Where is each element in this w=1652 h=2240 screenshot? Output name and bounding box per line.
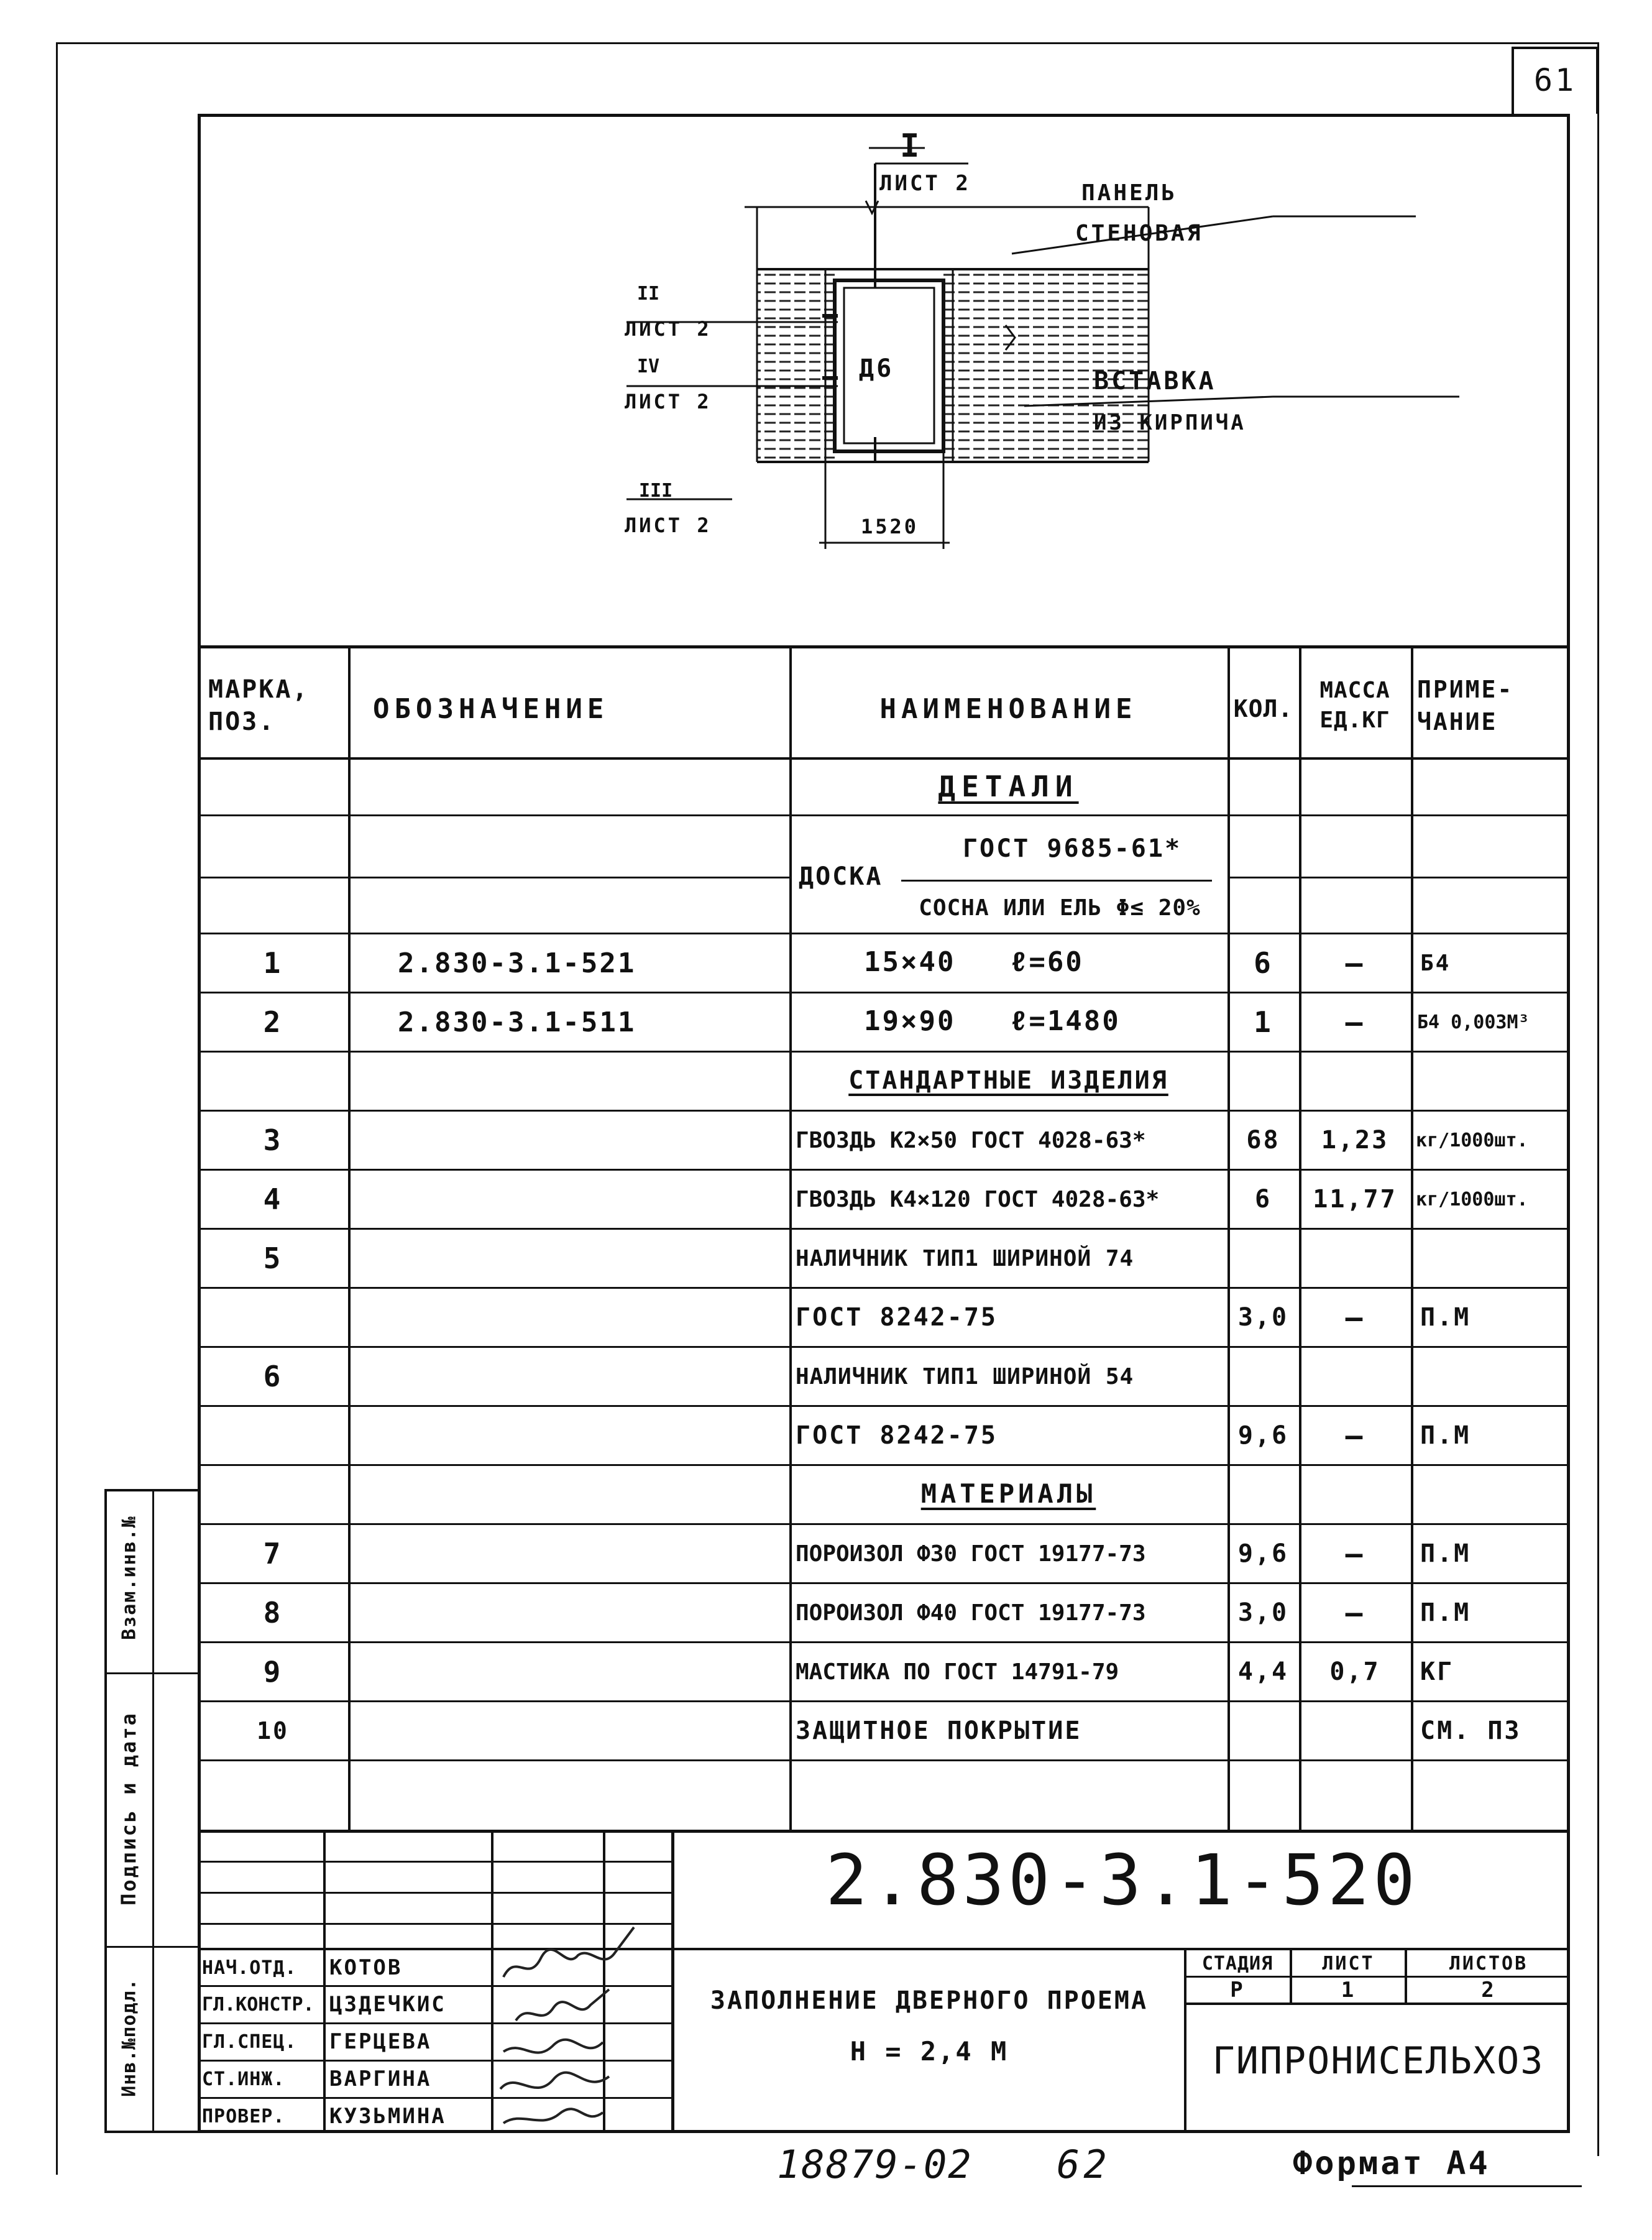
dim-width: 1520 [861,515,919,538]
side-stamp-inner [104,1489,107,2133]
header-note [1417,659,1566,752]
row-line [198,1641,1570,1643]
outer-trim-left [56,42,58,2175]
row-designation: 2.830-3.1-521 [398,947,636,979]
header-designation [373,684,771,734]
row-line [198,933,1570,934]
organization: ГИПРОНИСЕЛЬХОЗ [1212,2039,1544,2083]
row-name: ЗАЩИТНОЕ ПОКРЫТИЕ [796,1717,1082,1745]
section-standard: СТАНДАРТНЫЕ ИЗДЕЛИЯ [848,1066,1168,1095]
wall-panel-left [757,269,835,462]
panel-label-2: СТЕНОВАЯ [1075,221,1203,246]
row-line [198,1464,1570,1466]
door-mark: Д6 [859,354,894,383]
row-qty: 4,4 [1237,1657,1289,1686]
row-pos: 3 [263,1123,283,1157]
row-note: кг/1000шт. [1416,1188,1528,1210]
row-pos: 7 [263,1537,283,1570]
col-line-5 [1411,647,1413,1831]
board-gost: ГОСТ 9685-61* [962,834,1182,863]
row-mass: — [1345,1419,1365,1452]
archive-number: 18879-02 [777,2142,973,2187]
row-note [1420,1231,1566,1286]
side-signature-date: Подпись и дата [117,1712,140,1906]
staff-role: НАЧ.ОТД. [202,1957,297,1979]
signature-4 [500,2073,609,2089]
row-mass: 1,23 [1321,1126,1389,1155]
row-note: П.М [1420,1598,1471,1627]
tb-row-line [198,1861,673,1863]
title-line-2: Н = 2,4 М [850,2036,1009,2067]
row-note: Б4 [1420,950,1451,976]
row-pos: 6 [263,1360,283,1393]
header-name [789,684,1228,734]
row-mass [1299,1349,1411,1404]
outer-trim-right [1597,42,1599,2156]
header-mark [208,668,345,743]
row-line [198,1287,1570,1289]
row-name: ГОСТ 8242-75 [796,1303,998,1332]
stage-label: СТАДИЯ [1201,1952,1273,1975]
sheet-label: ЛИСТ [1322,1952,1375,1975]
row-name: ГОСТ 8242-75 [796,1421,998,1450]
row-pos: 8 [263,1596,283,1629]
row-note: П.М [1420,1303,1471,1332]
board-name: ДОСКА [799,862,883,891]
row-mass: — [1345,1301,1365,1334]
row-qty: 3,0 [1237,1598,1289,1627]
header-designation-text: ОБОЗНАЧЕНИЕ [373,693,609,725]
section-materials: МАТЕРИАЛЫ [920,1478,1096,1509]
staff-name: ГЕРЦЕВА [329,2029,432,2054]
board-wood: СОСНА ИЛИ ЕЛЬ Φ≤ 20% [919,895,1201,921]
staff-role: ГЛ.СПЕЦ. [202,2030,297,2053]
col-line-1 [348,647,351,1831]
row-line [198,1110,1570,1112]
row-name: 15×40 ℓ=60 [864,946,1084,978]
row-qty: 1 [1254,1005,1273,1039]
row-pos: 1 [263,946,283,980]
side-vzam-inv: Взам.инв.№ [118,1515,140,1640]
row-pos [198,1408,348,1463]
row-line [198,1169,1570,1171]
mark-iv-sheet: ЛИСТ 2 [625,390,712,413]
row-line [198,1523,1570,1525]
staff-role: СТ.ИНЖ. [202,2068,285,2090]
row-mass: — [1345,1596,1365,1629]
row-mass [1299,1703,1411,1758]
row-qty: 3,0 [1237,1303,1289,1332]
staff-name: ВАРГИНА [329,2067,432,2091]
row-note: КГ [1420,1657,1454,1686]
row-line [198,1228,1570,1230]
sheet-value: 1 [1341,1978,1356,2003]
row-name: НАЛИЧНИК ТИП1 ШИРИНОЙ 54 [796,1363,1134,1390]
row-name: НАЛИЧНИК ТИП1 ШИРИНОЙ 74 [796,1245,1134,1271]
section-sheet-top: ЛИСТ 2 [879,171,971,196]
row-line [198,1405,1570,1407]
title-line-1: ЗАПОЛНЕНИЕ ДВЕРНОГО ПРОЕМА [710,1986,1149,2015]
row-note: П.М [1420,1539,1471,1568]
row-name: ГВОЗДЬ К4×120 ГОСТ 4028-63* [796,1186,1160,1212]
stage-value: Р [1230,1978,1245,2003]
sheets-value: 2 [1481,1978,1496,2003]
row-qty: 68 [1246,1126,1280,1155]
row-name: МАСТИКА ПО ГОСТ 14791-79 [796,1659,1119,1685]
row-line [198,1346,1570,1348]
row-line [198,992,1570,993]
panel-label-1: ПАНЕЛЬ [1081,180,1178,206]
row-qty: 6 [1254,1185,1272,1214]
mark-iv: IV [637,356,660,377]
row-pos: 5 [263,1242,283,1275]
header-mark-text: МАРКА, ПОЗ. [208,675,310,736]
signatures [491,1915,653,2132]
mark-ii: II [637,283,660,305]
section-details: ДЕТАЛИ [938,770,1079,803]
signature-5 [503,2109,603,2123]
header-mass-text: МАССА ЕД.КГ [1319,678,1390,733]
sheet-number: 61 [1533,62,1577,98]
row-mass: — [1345,1005,1365,1039]
row-mass: — [1345,1537,1365,1570]
side-inv-podl: Инв.№подл. [118,1978,140,2097]
staff-name: ЦЗДЕЧКИС [329,1992,446,2017]
row-name: ПОРОИЗОЛ Ф30 ГОСТ 19177-73 [796,1541,1146,1567]
mark-iii: III [639,480,673,502]
row-mass [1299,1231,1411,1286]
header-mass [1302,659,1408,752]
row-note [1420,1349,1566,1404]
row-mass: 11,77 [1313,1185,1397,1214]
row-qty: 9,6 [1237,1421,1289,1450]
staff-role: ГЛ.КОНСТР. [202,1993,314,2016]
row-mass: — [1345,946,1365,980]
header-note-text: ПРИМЕ- ЧАНИЕ [1417,676,1514,735]
brick-label-2: ИЗ КИРПИЧА [1094,410,1246,435]
footer-underline [1352,2185,1582,2187]
staff-role: ПРОВЕР. [202,2105,285,2127]
row-qty [1228,1231,1299,1286]
signature-1 [503,1927,634,1977]
row-line [198,814,1570,816]
tb-row-line [198,1892,673,1894]
row-name: 19×90 ℓ=1480 [864,1005,1121,1037]
mark-ii-sheet: ЛИСТ 2 [625,317,712,341]
board-fraction-line [901,880,1212,882]
row-line [1228,877,1570,878]
row-designation: 2.830-3.1-511 [398,1006,636,1038]
brick-label-1: ВСТАВКА [1094,367,1216,395]
section-mark-i: I [900,127,920,165]
mark-iii-sheet: ЛИСТ 2 [625,514,712,537]
col-line-2 [789,647,792,1831]
signature-3 [503,2040,603,2053]
row-line [198,1582,1570,1584]
row-pos: 4 [263,1182,283,1216]
paper-format: Формат А4 [1293,2145,1490,2182]
row-pos: 10 [257,1717,289,1745]
row-qty: 6 [1254,946,1273,980]
row-pos: 9 [263,1655,283,1689]
doc-code: 2.830-3.1-520 [825,1840,1419,1921]
row-mass: 0,7 [1329,1657,1380,1686]
row-line [198,1700,1570,1702]
signature-2 [516,1989,609,2021]
outer-trim-top [56,42,1597,44]
row-line [198,1051,1570,1053]
row-pos [198,1290,348,1345]
header-bottom-line [198,757,1570,760]
row-note: кг/1000шт. [1416,1129,1528,1151]
row-pos: 2 [263,1005,283,1039]
title-block-top [198,1830,1570,1833]
row-line [198,1759,1570,1761]
sheets-label: ЛИСТОВ [1449,1952,1528,1975]
header-qty [1228,684,1299,734]
page-number: 62 [1057,2142,1111,2187]
row-qty: 9,6 [1237,1539,1289,1568]
row-name: ПОРОИЗОЛ Ф40 ГОСТ 19177-73 [796,1600,1146,1626]
staff-name: КУЗЬМИНА [329,2104,446,2129]
row-qty [1228,1349,1299,1404]
tb-col-line [323,1831,326,2133]
side-stamp-col [152,1489,154,2133]
header-name-text: НАИМЕНОВАНИЕ [879,693,1137,725]
row-note: СМ. ПЗ [1420,1717,1521,1745]
row-name: ГВОЗДЬ К2×50 ГОСТ 4028-63* [796,1127,1146,1153]
header-qty-text: КОЛ. [1233,695,1293,722]
staff-name: КОТОВ [329,1955,403,1980]
row-line [198,877,789,878]
row-note: П.М [1420,1421,1471,1450]
row-note: Б4 0,003М³ [1417,1011,1530,1033]
row-qty [1228,1703,1299,1758]
drawing-separator [198,645,1570,648]
